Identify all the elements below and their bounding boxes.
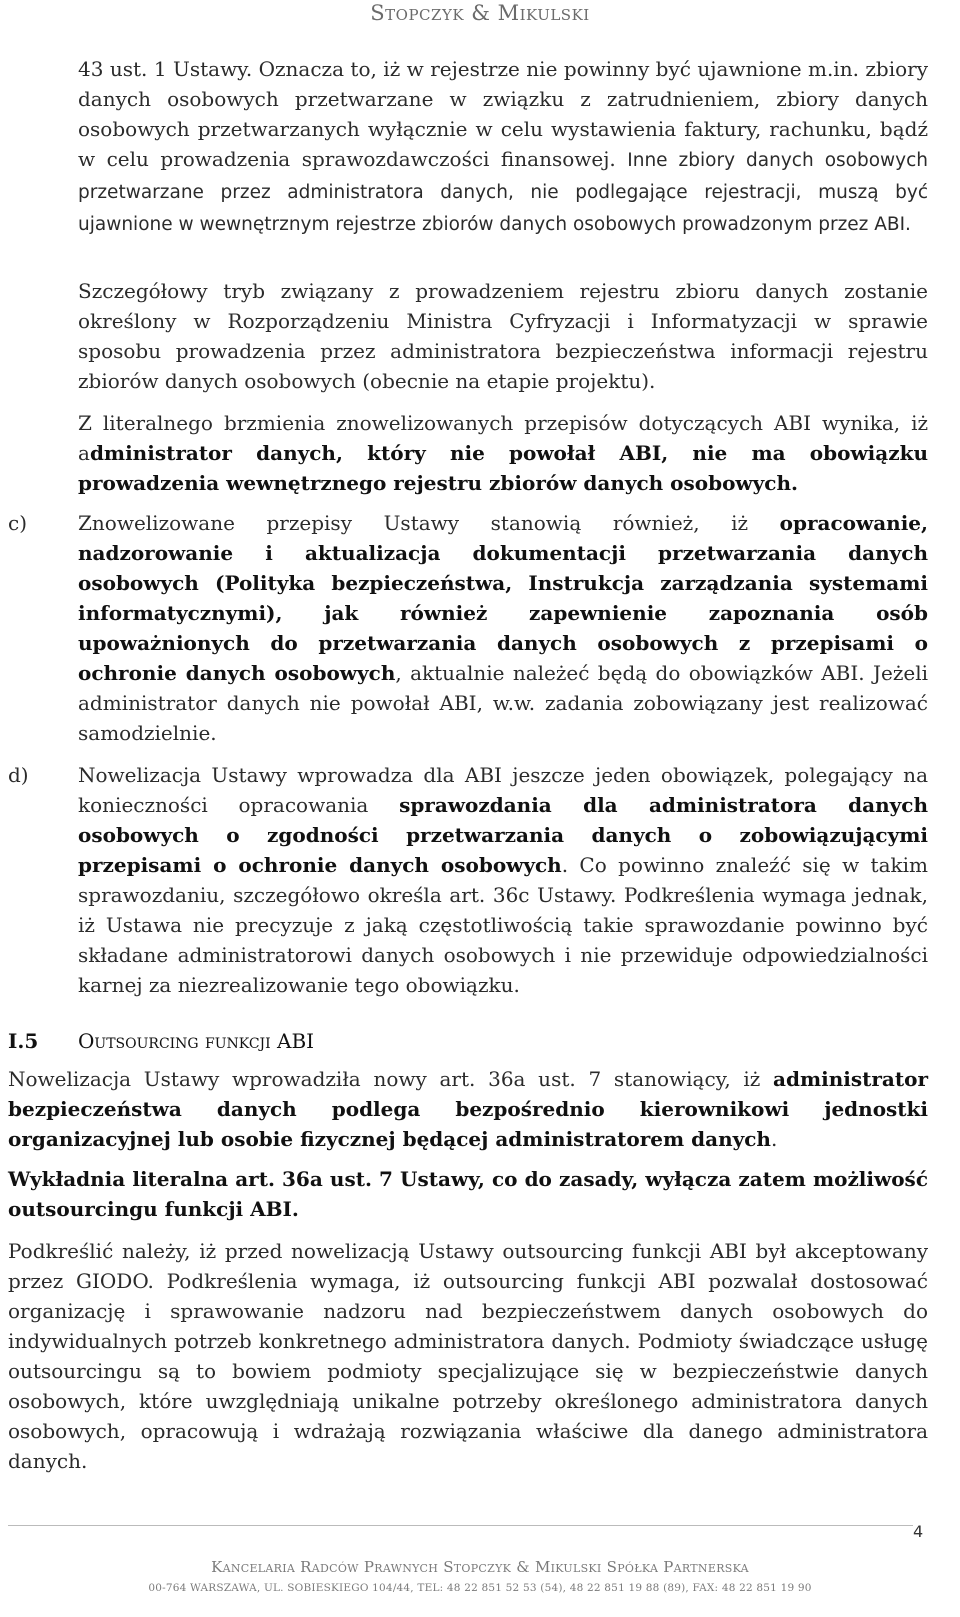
intro-paragraph-1-part-1: 43 ust. 1 Ustawy. Oznacza to, iż w rejestrze nie powinny być ujawnione m.in. zbiory danych osobowych przetwarzane w związku z zatrudnieniem, zbiory danych osobowych przetwarzanych wyłącznie w celu wystawienia faktury, rachunku, bądź w celu prowadzenia sprawozdawczości finansowej. (78, 57, 928, 171)
section-paragraph-3: Podkreślić należy, iż przed nowelizacją Ustawy outsourcing funkcji ABI był akceptowany przez GIODO. Podkreślenia wymaga, iż outsourcing funkcji ABI pozwalał dostosować organizację i sprawowanie nadzoru nad bezpieczeństwem danych osobowych do indywidualnych potrzeb konkretnego administratora danych. Podmioty świadczące usługę outsourcingu są to bowiem podmioty specjalizujące się w bezpieczeństwie danych osobowych, które uwzględniają unikalne potrzeby określonego administratora danych osobowych, opracowują i wdrażają rozwiązania właściwe dla danego administratora danych. (8, 1239, 928, 1473)
item-d-plain-2: . Co powinno znaleźć się w takim sprawozdaniu, szczegółowo określa art. 36c Ustawy. Podkreślenia wymaga jednak, iż Ustawa nie precyzuje z jaką częstotliwością takie sprawozdanie powinno być składane administratorowi danych osobowych i nie przewiduje odpowiedzialności karnej za niezrealizowanie tego obowiązku. (78, 853, 928, 997)
page-header (0, 0, 960, 26)
intro-paragraph-1-part-2: Inne zbiory danych osobowych przetwarzane przez administratora danych, nie podlegające rejestracji, muszą być ujawnione w wewnętrznym rejestrze zbiorów danych osobowych prowadzonym przez ABI. (78, 150, 929, 235)
section-paragraph-1-plain-2: . (770, 1127, 778, 1151)
item-c-marker: c) (8, 511, 28, 535)
footer-firm-name: Kancelaria Radców Prawnych Stopczyk & Mikulski Spółka Partnerska (211, 1558, 749, 1576)
section-paragraph-2-bold: Wykładnia literalna art. 36a ust. 7 Ustawy, co do zasady, wyłącza zatem możliwość outsourcingu funkcji ABI. (8, 1167, 928, 1221)
item-d-paragraph (78, 760, 928, 1000)
item-c-paragraph (78, 508, 928, 748)
section-paragraph-1-bold: administrator bezpieczeństwa danych podlega bezpośrednio kierownikowi jednostki organizacyjnej lub osobie fizycznej będącej administratorem danych (8, 1067, 928, 1151)
section-number: I.5 (8, 1029, 39, 1053)
item-c-plain-2: , aktualnie należeć będą do obowiązków ABI. Jeżeli administrator danych nie powołał ABI, w.w. zadania zobowiązany jest realizować samodzielnie. (78, 661, 928, 745)
page-number: 4 (913, 1522, 924, 1541)
item-d-plain-1: Nowelizacja Ustawy wprowadza dla ABI jeszcze jeden obowiązek, polegający na konieczności opracowania (78, 763, 928, 817)
item-c-bold: opracowanie, nadzorowanie i aktualizacja dokumentacji przetwarzania danych osobowych (Polityka bezpieczeństwa, Instrukcja zarządzania systemami informatycznymi), jak również zapewnienie zapoznania osób upoważnionych do przetwarzania danych osobowych z przepisami o ochronie danych osobowych (78, 511, 928, 685)
intro-paragraph-3-plain: Z literalnego brzmienia znowelizowanych przepisów dotyczących ABI wynika, iż a (78, 411, 928, 465)
section-paragraph-2 (8, 1164, 928, 1224)
intro-paragraph-3 (78, 408, 928, 498)
footer-divider (8, 1525, 913, 1526)
section-title: Outsourcing funkcji ABI (78, 1029, 315, 1053)
item-d-bold: sprawozdania dla administratora danych osobowych o zgodności przetwarzania danych o zobowiązującymi przepisami o ochronie danych osobowych (78, 793, 929, 877)
intro-paragraph-3-bold: dministrator danych, który nie powołał ABI, nie ma obowiązku prowadzenia wewnętrznego rejestru zbiorów danych osobowych. (78, 441, 928, 495)
item-d-marker: d) (8, 763, 29, 787)
section-paragraph-1 (8, 1064, 928, 1154)
header-title: Stopczyk & Mikulski (370, 1, 590, 25)
item-c-plain-1: Znowelizowane przepisy Ustawy stanowią również, iż (78, 511, 780, 535)
footer-address: 00-764 WARSZAWA, UL. SOBIESKIEGO 104/44, TEL: 48 22 851 52 53 (54), 48 22 851 19 88 (89), FAX: 48 22 851 19 90 (148, 1582, 812, 1594)
intro-paragraph-1 (78, 54, 928, 240)
section-paragraph-1-plain-1: Nowelizacja Ustawy wprowadziła nowy art. 36a ust. 7 stanowiący, iż (8, 1067, 774, 1091)
intro-paragraph-2: Szczegółowy tryb związany z prowadzeniem rejestru zbioru danych zostanie określony w Rozporządzeniu Ministra Cyfryzacji i Informatyzacji w sprawie sposobu prowadzenia przez administratora bezpieczeństwa informacji rejestru zbiorów danych osobowych (obecnie na etapie projektu). (78, 279, 928, 393)
